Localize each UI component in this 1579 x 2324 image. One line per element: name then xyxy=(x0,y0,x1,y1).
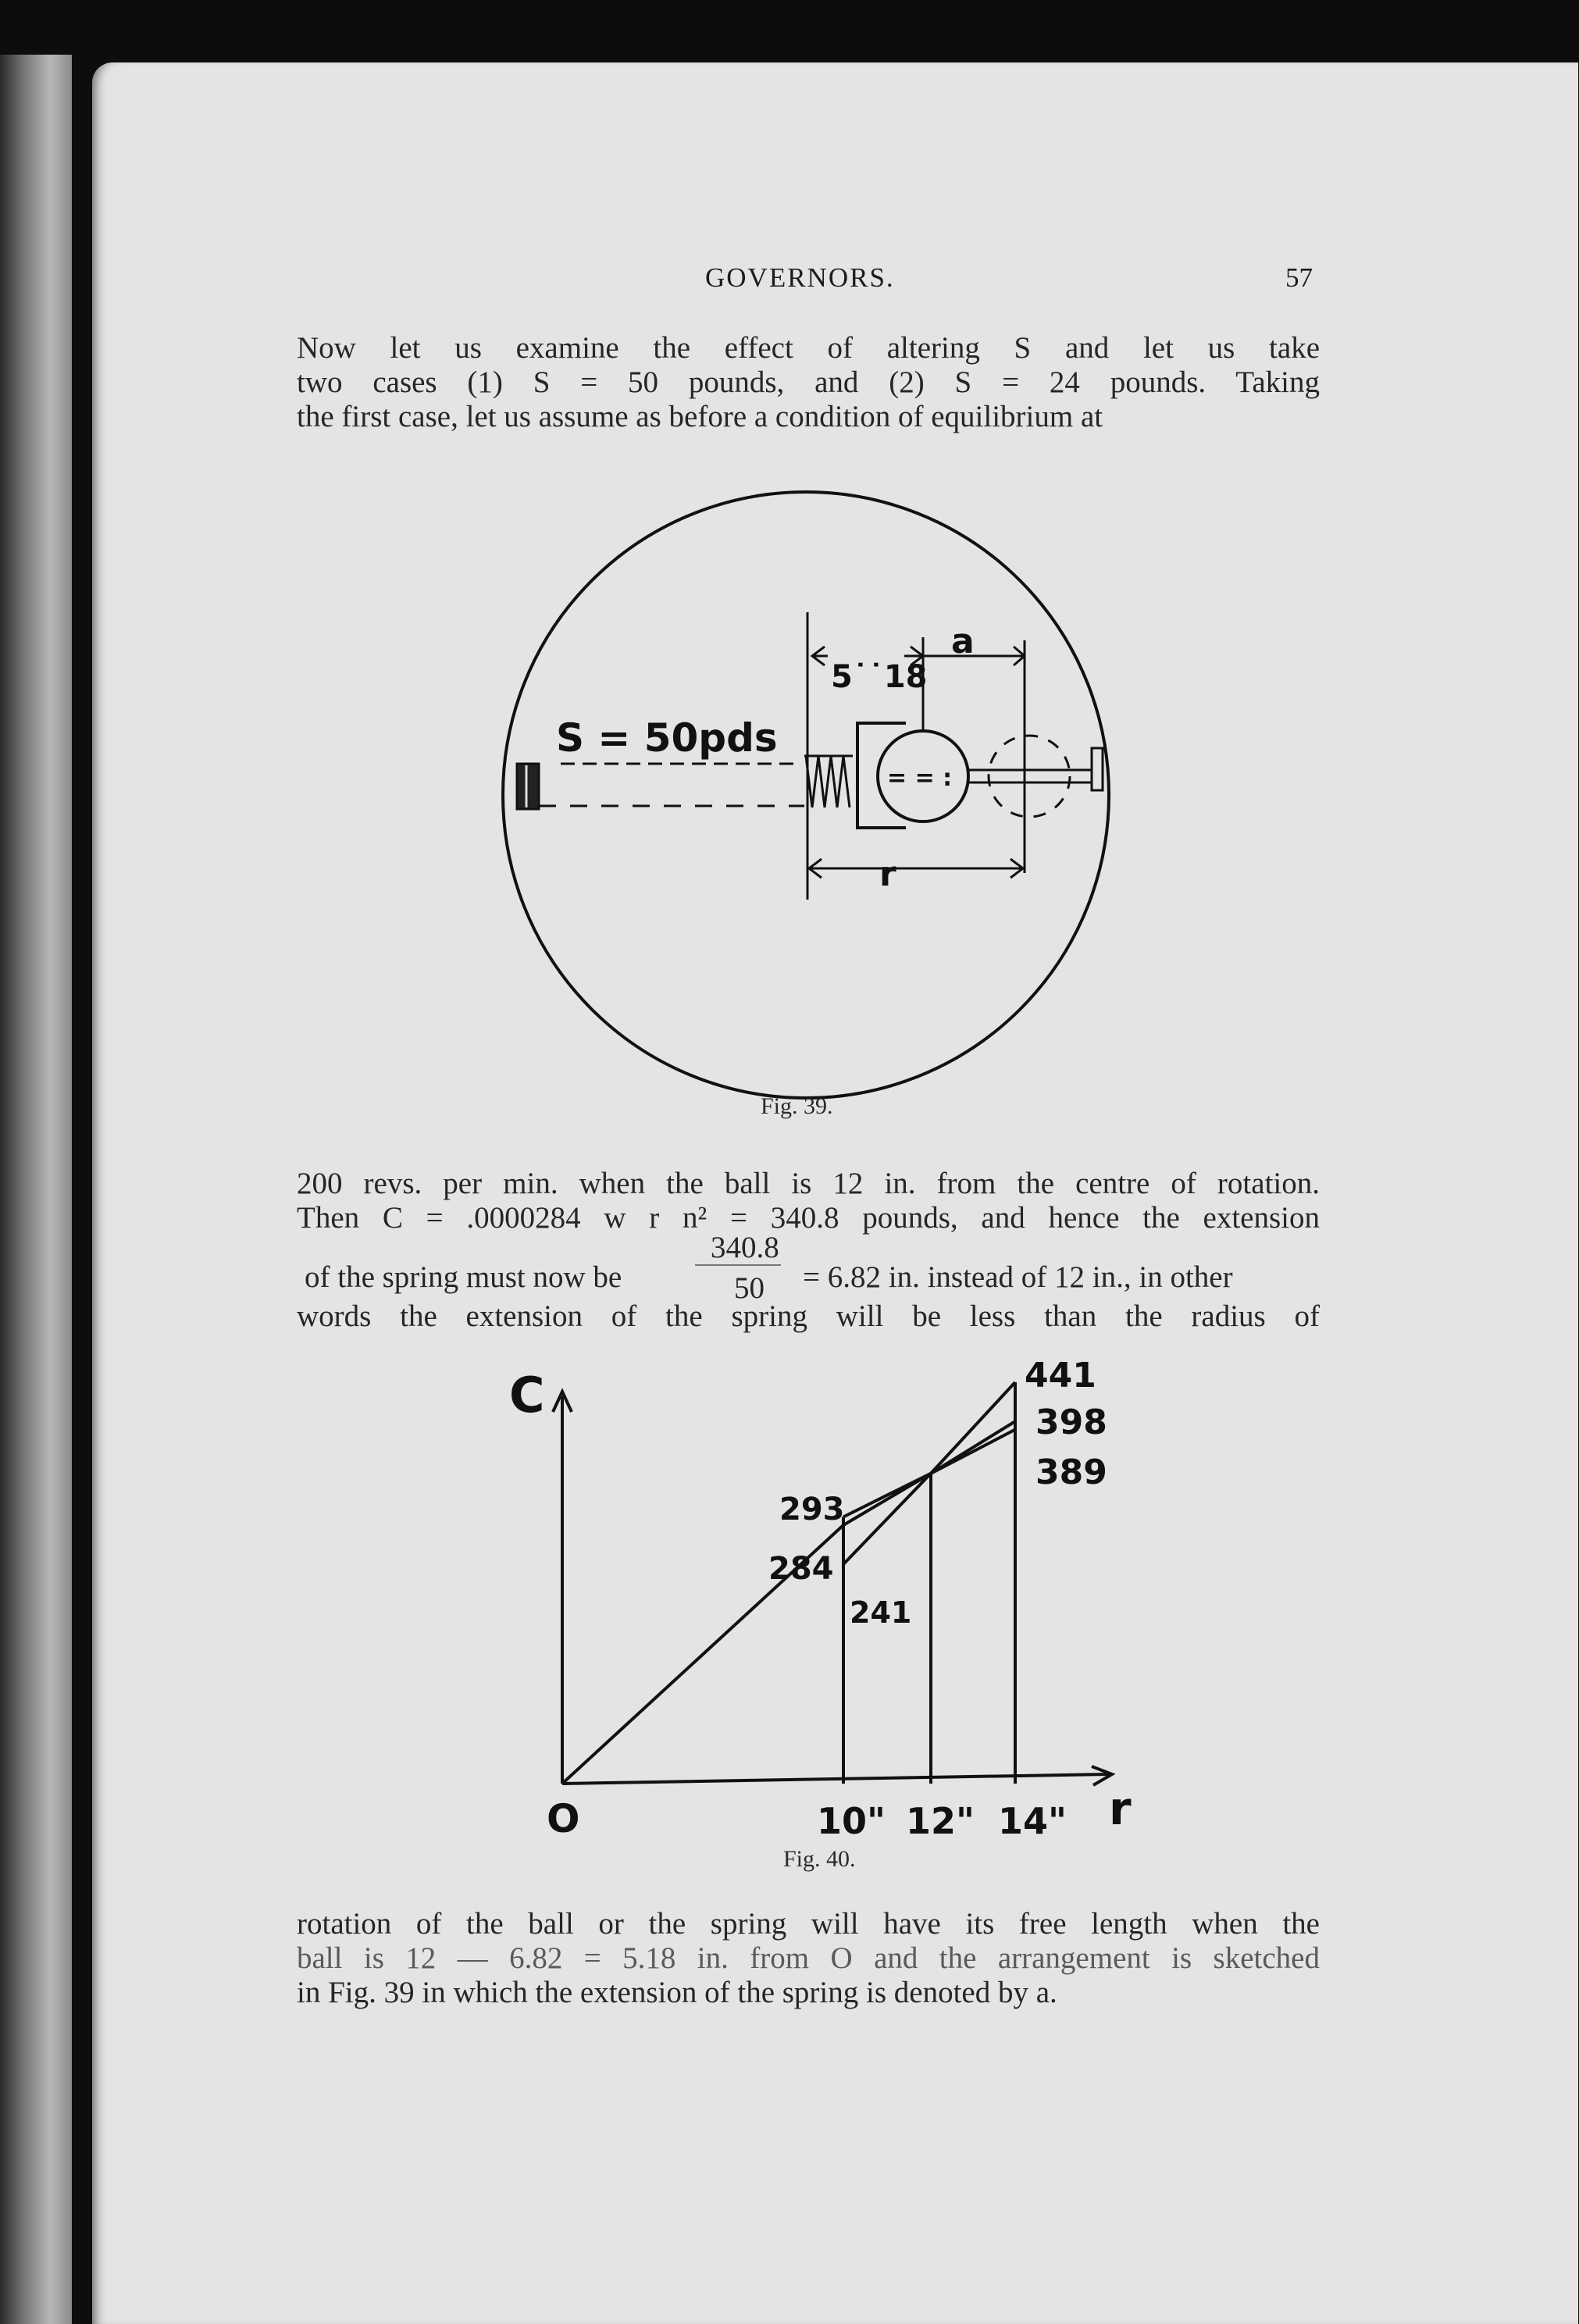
svg-text:= = :: = = : xyxy=(887,765,953,792)
equation-prefix: of the spring must now be xyxy=(305,1260,622,1294)
y-axis-label: C xyxy=(509,1367,545,1424)
value-label-284: 284 xyxy=(768,1551,834,1587)
spring-force-label: S = 50pds xyxy=(556,715,778,761)
tick-label-10: 10" xyxy=(817,1800,886,1842)
equation-suffix: = 6.82 in. instead of 12 in., in other xyxy=(803,1260,1233,1294)
tick-label-14: 14" xyxy=(998,1800,1067,1842)
value-label-389: 389 xyxy=(1035,1452,1107,1492)
page-number: 57 xyxy=(1285,262,1313,293)
text-line: two cases (1) S = 50 pounds, and (2) S = 24 pounds. Taking xyxy=(297,365,1320,399)
value-label-293: 293 xyxy=(779,1492,845,1527)
text-line: 200 revs. per min. when the ball is 12 in. from the centre of rotation. xyxy=(297,1167,1320,1200)
text-line: rotation of the ball or the spring will have its free length when the xyxy=(297,1907,1320,1941)
value-label-441: 441 xyxy=(1025,1356,1096,1395)
value-label-241: 241 xyxy=(850,1595,912,1630)
text-line: words the extension of the spring will be less than the radius of xyxy=(297,1299,1320,1333)
dimension-a-label: a xyxy=(951,622,975,661)
fraction-numerator: 340.8 xyxy=(711,1231,779,1264)
text-line: Now let us examine the effect of altering S and let us take xyxy=(297,331,1320,365)
x-axis xyxy=(562,1774,1109,1784)
origin-label: O xyxy=(547,1796,580,1841)
figure-40-caption: Fig. 40. xyxy=(783,1846,856,1872)
paragraph-4 xyxy=(297,1907,1320,2010)
x-axis-label: r xyxy=(1109,1782,1132,1835)
figure-39-caption: Fig. 39. xyxy=(761,1093,833,1119)
value-label-398: 398 xyxy=(1035,1403,1107,1442)
text-line: Then C = .0000284 w r n² = 340.8 pounds, and hence the extension xyxy=(297,1201,1320,1235)
text-line: in Fig. 39 in which the extension of the spring is denoted by a. xyxy=(297,1976,1057,2009)
tick-label-12: 12" xyxy=(906,1800,975,1842)
fraction-denominator: 50 xyxy=(734,1271,765,1305)
running-title: GOVERNORS. xyxy=(705,262,895,293)
dimension-5-18-label: 5˙˙18 xyxy=(831,659,928,695)
text-line: ball is 12 — 6.82 = 5.18 in. from O and the arrangement is sketched xyxy=(297,1941,1320,1975)
dimension-r-label: r xyxy=(879,854,896,894)
text-line: the first case, let us assume as before a condition of equilibrium at xyxy=(297,400,1103,433)
